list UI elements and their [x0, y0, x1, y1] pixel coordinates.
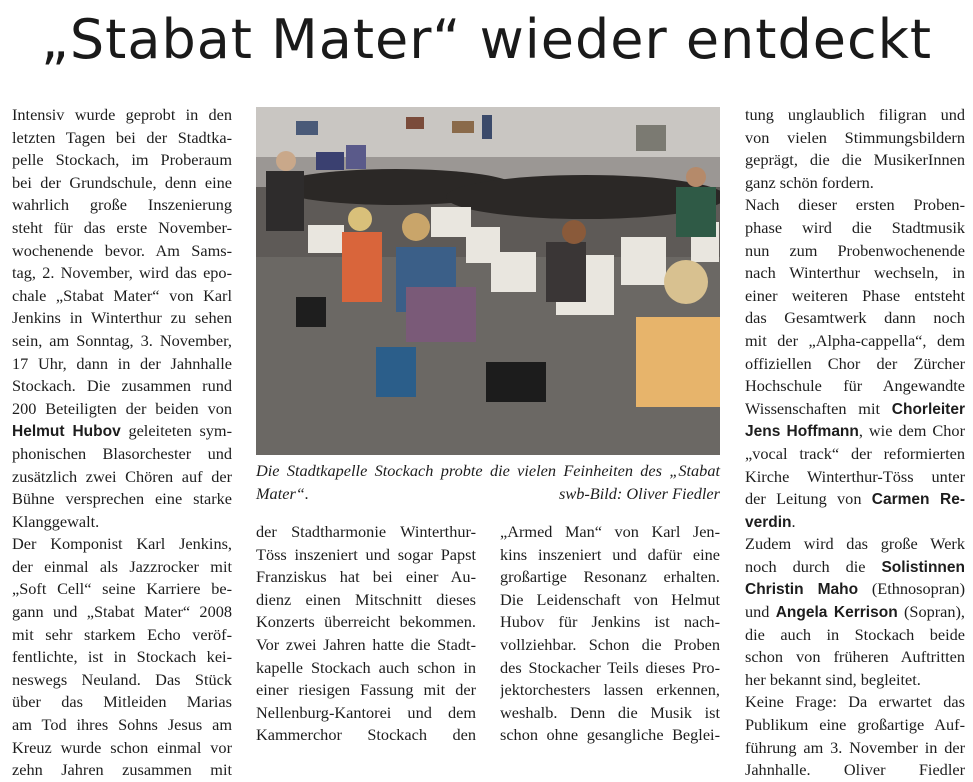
- text-line: wahrlich große Inszenierung: [12, 195, 232, 215]
- text-line: von vielen Stimmungsbildern: [745, 127, 965, 147]
- text-line: mit sehr starkem Echo veröf-: [12, 624, 232, 644]
- text-line: neswegs Neuland. Das Stück: [12, 669, 232, 689]
- text-line: tung unglaublich filigran und: [745, 105, 965, 124]
- text-line: tag, 2. November, wird das epo-: [12, 263, 232, 283]
- text-line: des Stockacher Teils dieses Pro-: [500, 657, 720, 677]
- text-line: der Leitung von Carmen Re-: [745, 489, 965, 509]
- text-line: sein, am Sonntag, 3. November,: [12, 330, 232, 350]
- person-name: Carmen Re-: [871, 491, 965, 509]
- text-line: pelle Stockach, im Proberaum: [12, 150, 232, 170]
- article-column-1: [12, 104, 232, 782]
- text-line: chale „Stabat Mater“ von Karl: [12, 285, 232, 305]
- text-line: Kirche Winterthur-Töss unter: [745, 466, 965, 486]
- text-line: der einmal als Jazzrocker mit: [12, 556, 232, 576]
- text-line: gann und „Stabat Mater“ 2008: [12, 602, 232, 622]
- orchestra-rehearsal-image: [256, 107, 720, 455]
- text-line: der Stadtharmonie Winterthur-: [256, 522, 476, 541]
- text-line: Jenkins in Winterthur zu sehen: [12, 308, 232, 328]
- rehearsal-photo: [256, 107, 720, 455]
- text-line: Christin Maho (Ethnosopran): [745, 579, 965, 599]
- text-line: verdin.: [745, 511, 796, 531]
- text-line: Jahnhalle. Oliver Fiedler: [745, 760, 965, 780]
- text-line: „Soft Cell“ seine Karriere be-: [12, 579, 232, 599]
- person-name: Helmut Hubov: [12, 423, 121, 441]
- text-line: Stockach. Die zusammen rund: [12, 376, 232, 396]
- article-column-4: [745, 104, 965, 782]
- text-line: Der Komponist Karl Jenkins,: [12, 534, 232, 554]
- text-line: geprägt, die die MusikerInnen: [745, 150, 965, 170]
- text-line: schon ohne gesangliche Beglei-: [500, 725, 720, 745]
- text-line: schon von früheren Auftritten: [745, 647, 965, 667]
- text-line: „Armed Man“ von Karl Jen-: [500, 522, 720, 541]
- photo-credit: swb-Bild: Oliver Fiedler: [559, 483, 720, 503]
- text-line: Publikum eine großartige Auf-: [745, 715, 965, 735]
- person-name: Jens Hoffmann: [745, 423, 859, 441]
- text-line: Keine Frage: Da erwartet das: [745, 692, 965, 712]
- text-line: zehn Jahren zusammen mit: [12, 760, 232, 780]
- text-line: Jens Hoffmann, wie dem Chor: [745, 421, 965, 441]
- text-line: offiziellen Chor der Zürcher: [745, 353, 965, 373]
- text-line: „vocal track“ der reformierten: [745, 443, 965, 463]
- text-line: ganz schön fordern.: [745, 172, 874, 192]
- text-line: nach Winterthur wechseln, in: [745, 263, 965, 283]
- text-line: großartige Resonanz erhalten.: [500, 567, 720, 587]
- text-line: am Tod ihres Sohns Jesus am: [12, 715, 232, 735]
- text-line: kins inszeniert und dafür eine: [500, 544, 720, 564]
- text-line: bei der Grundschule, denn eine: [12, 172, 232, 192]
- caption-line: Mater“.: [256, 483, 309, 503]
- text-line: das Gesamtwerk dann noch: [745, 308, 965, 328]
- text-line: letzten Tagen bei der Stadtka-: [12, 127, 232, 147]
- headline: „Stabat Mater“ wieder entdeckt: [40, 8, 933, 71]
- text-line: Helmut Hubov geleiteten sym-: [12, 421, 232, 441]
- text-line: einer weiteren Phase entsteht: [745, 285, 965, 305]
- text-line: Klanggewalt.: [12, 511, 100, 531]
- text-line: 17 Uhr, dann in der Jahnhalle: [12, 353, 232, 373]
- person-name: Angela Kerrison: [775, 604, 898, 622]
- text-line: Kreuz wurde schon einmal vor: [12, 737, 232, 757]
- text-line: her bekannt sind, begleitet.: [745, 669, 921, 689]
- author-byline: Oliver Fiedler: [843, 760, 965, 780]
- person-name: Christin Maho: [745, 581, 859, 599]
- person-name: Solistinnen: [881, 558, 965, 576]
- text-line: mit der „Alpha-cappella“, dem: [745, 330, 965, 350]
- text-line: phase wird die Stadtmusik: [745, 217, 965, 237]
- person-name: verdin: [745, 513, 792, 531]
- text-line: jektorchesters lassen erkennen,: [500, 680, 720, 700]
- text-line: Nach dieser ersten Proben-: [745, 195, 965, 215]
- person-name: Chorleiter: [891, 400, 965, 418]
- text-line: Konzerts überreicht bekommen.: [256, 612, 476, 632]
- text-line: Franziskus hat bei einer Au-: [256, 567, 476, 587]
- text-line: Wissenschaften mit Chorleiter: [745, 398, 965, 418]
- text-line: Töss inszeniert und sogar Papst: [256, 544, 476, 564]
- text-line: steht für das erste November-: [12, 217, 232, 237]
- text-line: über das Mitleiden Marias: [12, 692, 232, 712]
- text-line: Hochschule für Angewandte: [745, 376, 965, 396]
- text-line: dienz einen Mitschnitt dieses: [256, 589, 476, 609]
- text-line: Kammerchor Stockach den: [256, 725, 476, 745]
- text-line: Bühne versprechen eine starke: [12, 489, 232, 509]
- article-column-3: [500, 521, 720, 747]
- text-line: Hubov für Jenkins ist nach-: [500, 612, 720, 632]
- text-line: Die Leidenschaft von Helmut: [500, 589, 720, 609]
- text-line: nun zum Probenwochenende: [745, 240, 965, 260]
- text-line: kapelle Stockach auch schon in: [256, 657, 476, 677]
- photo-caption: [256, 460, 720, 505]
- text-line: die auch in Stockach beide: [745, 624, 965, 644]
- text-line: noch durch die Solistinnen: [745, 556, 965, 576]
- text-line: vollziehbar. Schon die Proben: [500, 634, 720, 654]
- article-column-2: [256, 521, 476, 747]
- text-line: Zudem wird das große Werk: [745, 534, 965, 554]
- text-line: und Angela Kerrison (Sopran),: [745, 602, 965, 622]
- text-line: zusätzlich zwei Chören auf der: [12, 466, 232, 486]
- text-line: Vor zwei Jahren hatte die Stadt-: [256, 634, 476, 654]
- text-line: Nellenburg-Kantorei und dem: [256, 702, 476, 722]
- text-line: führung am 3. November in der: [745, 737, 965, 757]
- text-line: 200 Beteiligten der beiden von: [12, 398, 232, 418]
- text-line: einer riesigen Fassung mit der: [256, 680, 476, 700]
- text-line: wochenende bevor. Am Sams-: [12, 240, 232, 260]
- text-line: phonischen Blasorchester und: [12, 443, 232, 463]
- caption-line: Die Stadtkapelle Stockach probte die vielen Feinheiten des „Stabat: [256, 461, 720, 480]
- text-line: weshalb. Denn die Musik ist: [500, 702, 720, 722]
- text-line: fentlichte, ist in Stockach kei-: [12, 647, 232, 667]
- text-line: Intensiv wurde geprobt in den: [12, 105, 232, 124]
